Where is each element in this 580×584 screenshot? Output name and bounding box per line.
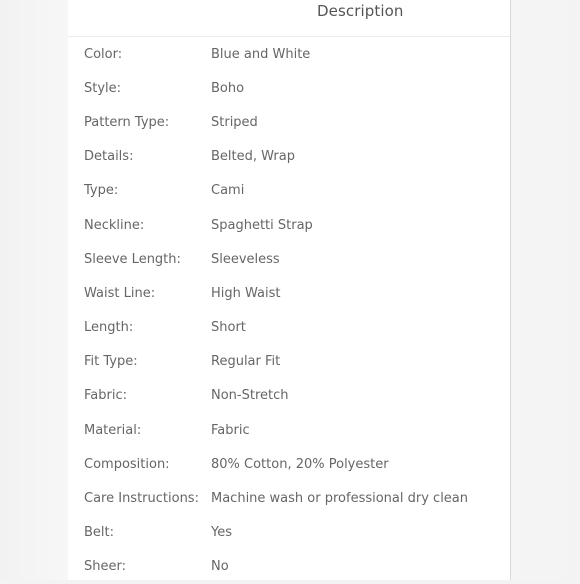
spec-label: Style:	[84, 80, 122, 96]
spec-row-details	[68, 140, 510, 174]
spec-label: Composition:	[84, 456, 170, 472]
spec-label: Fit Type:	[84, 354, 138, 370]
spec-value: Machine wash or professional dry clean	[211, 491, 469, 507]
spec-value: Boho	[211, 80, 245, 96]
spec-row-waist-line	[68, 276, 510, 310]
spec-row-style	[68, 71, 510, 105]
spec-row-color	[68, 37, 510, 71]
spec-label: Fabric:	[84, 388, 127, 404]
spec-row-belt	[68, 516, 510, 550]
spec-value: Yes	[211, 525, 232, 541]
spec-label: Color:	[84, 46, 123, 62]
spec-row-length	[68, 311, 510, 345]
spec-row-material	[68, 413, 510, 447]
spec-label: Length:	[84, 320, 134, 336]
spec-list	[68, 37, 510, 584]
spec-label: Sleeve Length:	[84, 251, 181, 267]
spec-row-fabric	[68, 379, 510, 413]
spec-value: Regular Fit	[211, 354, 281, 370]
spec-label: Neckline:	[84, 217, 145, 233]
spec-row-type	[68, 174, 510, 208]
spec-value: Short	[211, 320, 246, 336]
spec-row-sleeve-length	[68, 242, 510, 276]
spec-value: Sleeveless	[211, 251, 280, 267]
spec-value: Non-Stretch	[211, 388, 289, 404]
spec-value: Spaghetti Strap	[211, 217, 313, 233]
spec-value: Belted, Wrap	[211, 149, 295, 165]
spec-value: Cami	[211, 183, 245, 199]
spec-label: Details:	[84, 149, 134, 165]
spec-label: Material:	[84, 422, 142, 438]
description-panel	[68, 0, 511, 580]
spec-row-neckline	[68, 208, 510, 242]
spec-value: Fabric	[211, 422, 250, 438]
spec-value: 80% Cotton, 20% Polyester	[211, 456, 389, 472]
spec-row-sheer	[68, 550, 510, 584]
spec-value: Striped	[211, 114, 258, 130]
panel-header	[68, 0, 510, 37]
spec-label: Pattern Type:	[84, 114, 170, 130]
spec-label: Waist Line:	[84, 285, 156, 301]
panel-title: Description	[317, 2, 404, 20]
spec-value: Blue and White	[211, 46, 311, 62]
spec-label: Type:	[84, 183, 119, 199]
spec-value: High Waist	[211, 285, 281, 301]
spec-label: Care Instructions:	[84, 491, 199, 507]
spec-label: Belt:	[84, 525, 115, 541]
spec-value: No	[211, 559, 229, 575]
spec-row-pattern-type	[68, 105, 510, 139]
spec-row-fit-type	[68, 345, 510, 379]
spec-row-care-instructions	[68, 481, 510, 515]
spec-label: Sheer:	[84, 559, 126, 575]
spec-row-composition	[68, 447, 510, 481]
